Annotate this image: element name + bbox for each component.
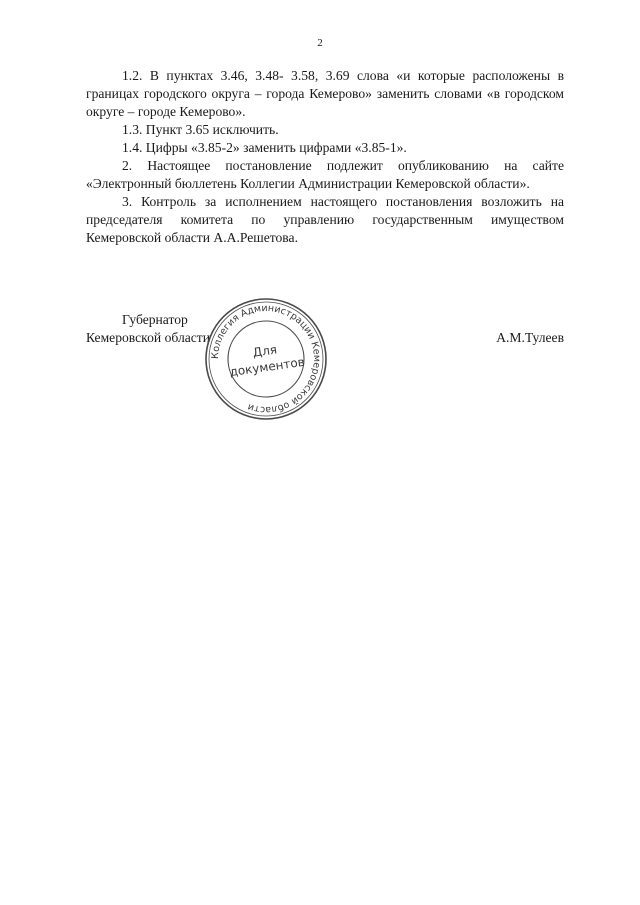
- paragraph-3: 3. Контроль за исполнением настоящего постановления возложить на председателя комитета по управлению государственным имуществом Кемеровской области А.А.Решетова.: [86, 194, 564, 245]
- paragraph-1-4: 1.4. Цифры «3.85-2» заменить цифрами «3.85-1».: [122, 140, 407, 155]
- official-seal-stamp: [203, 296, 329, 422]
- stamp-center-line1: Для: [251, 342, 278, 360]
- paragraph-2: 2. Настоящее постановление подлежит опубликованию на сайте «Электронный бюллетень Коллегии Администрации Кемеровской области».: [86, 158, 564, 191]
- paragraph-1-3: 1.3. Пункт 3.65 исключить.: [122, 122, 279, 137]
- document-body: [86, 67, 564, 247]
- page-number: 2: [317, 37, 323, 49]
- paragraph-1-2: 1.2. В пунктах 3.46, 3.48- 3.58, 3.69 слова «и которые расположены в границах городского округа – города Кемерово» заменить словами «в городском округе – городе Кемерово».: [86, 68, 564, 119]
- signature-title-region: Кемеровской области: [86, 330, 211, 345]
- stamp-ring-text: Коллегия Администрации Кемеровской области: [209, 302, 323, 416]
- stamp-center-line2: документов: [228, 354, 306, 380]
- signature-title-governor: Губернатор: [122, 312, 188, 327]
- signature-name: А.М.Тулеев: [496, 330, 564, 345]
